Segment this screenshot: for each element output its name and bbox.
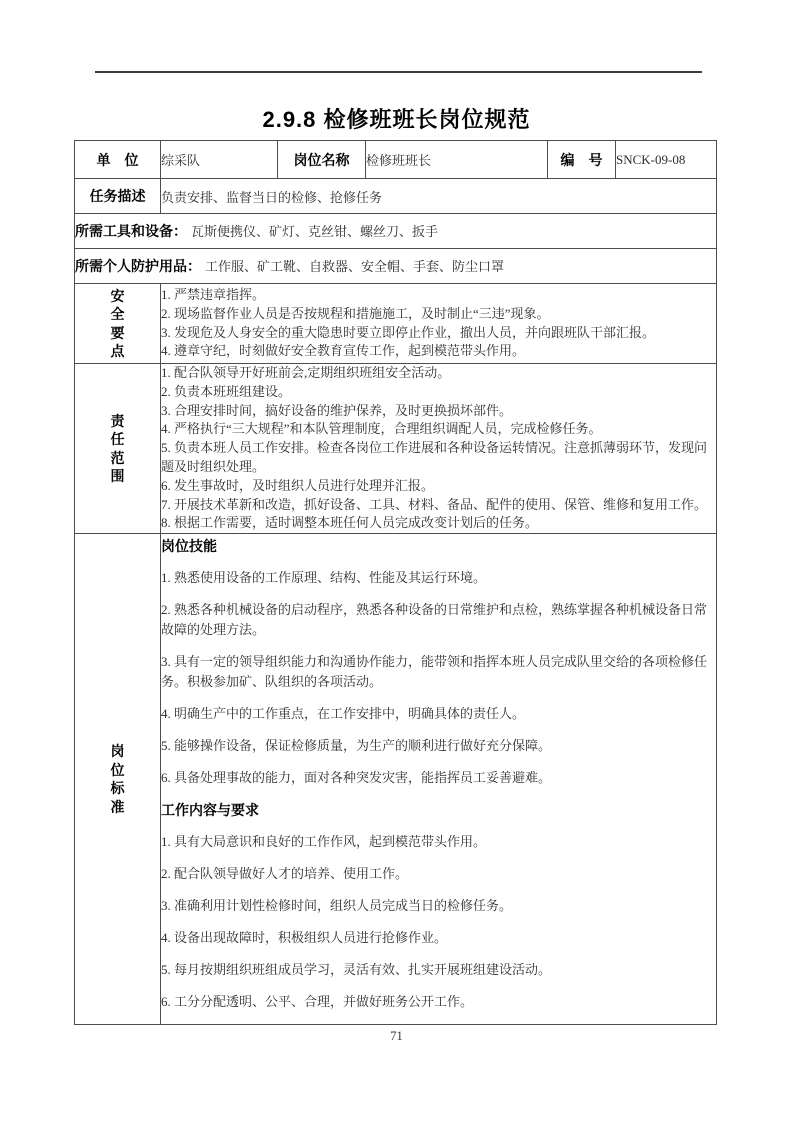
position-name-value: 检修班班长 xyxy=(366,141,548,179)
responsibility-item: 7. 开展技术革新和改造，抓好设备、工具、材料、备品、配件的使用、保管、维修和复用工作。 xyxy=(161,496,708,512)
tools-row xyxy=(75,214,717,249)
task-description-label: 任务描述 xyxy=(75,179,161,214)
task-description-value: 负责安排、监督当日的检修、抢修任务 xyxy=(161,179,717,214)
ppe-row xyxy=(75,249,717,284)
responsibility-list xyxy=(161,364,717,534)
ppe-value: 工作服、矿工靴、自救器、安全帽、手套、防尘口罩 xyxy=(205,259,505,274)
ppe-cell xyxy=(75,249,717,284)
job-spec-table xyxy=(74,140,717,1025)
tools-label: 所需工具和设备： xyxy=(75,223,187,239)
work-requirement-item: 4. 设备出现故障时，积极组织人员进行抢修作业。 xyxy=(161,930,448,946)
responsibility-item: 6. 发生事故时，及时组织人员进行处理并汇报。 xyxy=(161,477,435,493)
header-rule xyxy=(95,71,702,73)
responsibility-item: 8. 根据工作需要，适时调整本班任何人员完成改变计划后的任务。 xyxy=(161,515,539,531)
ppe-label: 所需个人防护用品： xyxy=(75,258,201,274)
tools-cell xyxy=(75,214,717,249)
standards-content-cell xyxy=(161,534,717,1025)
skill-item: 4. 明确生产中的工作重点，在工作安排中，明确具体的责任人。 xyxy=(161,706,526,722)
work-requirement-item: 6. 工分分配透明、公平、合理，并做好班务公开工作。 xyxy=(161,994,474,1010)
safety-points-label: 安全要点 xyxy=(110,287,125,359)
safety-points-row xyxy=(75,284,717,364)
work-requirement-item: 1. 具有大局意识和良好的工作作风，起到模范带头作用。 xyxy=(161,834,487,850)
position-name-label: 岗位名称 xyxy=(278,141,366,179)
header-info-row xyxy=(75,141,717,179)
responsibility-item: 1. 配合队领导开好班前会,定期组织班组安全活动。 xyxy=(161,365,451,380)
work-requirements-list xyxy=(161,832,716,1012)
standards-label-cell xyxy=(75,534,161,1025)
standards-row xyxy=(75,534,717,1025)
skill-item: 2. 熟悉各种机械设备的启动程序，熟悉各种设备的日常维护和点检，熟练掌握各种机械设备日常故障的处理方法。 xyxy=(161,602,708,638)
unit-label: 单 位 xyxy=(75,141,161,179)
safety-points-label-cell xyxy=(75,284,161,364)
work-requirement-item: 5. 每月按期组织班组成员学习，灵活有效、扎实开展班组建设活动。 xyxy=(161,962,552,978)
safety-points-list xyxy=(161,284,717,364)
task-description-row xyxy=(75,179,717,214)
safety-point-item: 4. 遵章守纪，时刻做好安全教育宣传工作，起到模范带头作用。 xyxy=(161,343,526,359)
skill-item: 5. 能够操作设备，保证检修质量，为生产的顺利进行做好充分保障。 xyxy=(161,738,552,754)
page-number: 71 xyxy=(390,1029,403,1043)
code-value: SNCK-09-08 xyxy=(616,141,717,179)
skill-item: 1. 熟悉使用设备的工作原理、结构、性能及其运行环境。 xyxy=(161,570,487,586)
work-requirement-item: 3. 准确利用计划性检修时间，组织人员完成当日的检修任务。 xyxy=(161,898,513,914)
tools-value: 瓦斯便携仪、矿灯、克丝钳、螺丝刀、扳手 xyxy=(191,224,439,239)
unit-value: 综采队 xyxy=(161,141,278,179)
responsibility-label-cell xyxy=(75,364,161,534)
standards-label: 岗位标准 xyxy=(110,743,125,815)
safety-point-item: 3. 发现危及人身安全的重大隐患时要立即停止作业，撤出人员，并向跟班队干部汇报。 xyxy=(161,324,656,340)
responsibility-item: 4. 严格执行“三大规程”和本队管理制度，合理组织调配人员，完成检修任务。 xyxy=(161,421,602,437)
responsibility-item: 3. 合理安排时间，搞好设备的维护保养，及时更换损坏部件。 xyxy=(161,402,513,418)
work-requirement-item: 2. 配合队领导做好人才的培养、使用工作。 xyxy=(161,866,409,882)
responsibility-item: 2. 负责本班班组建设。 xyxy=(161,383,292,399)
responsibility-row xyxy=(75,364,717,534)
skills-list xyxy=(161,568,716,788)
code-label: 编 号 xyxy=(548,141,616,179)
skill-item: 6. 具备处理事故的能力，面对各种突发灾害，能指挥员工妥善避难。 xyxy=(161,770,552,786)
skill-item: 3. 具有一定的领导组织能力和沟通协作能力，能带领和指挥本班人员完成队里交给的各项检修任务。积极参加矿、队组织的各项活动。 xyxy=(161,654,708,690)
responsibility-item: 5. 负责本班人员工作安排。检查各岗位工作进展和各种设备运转情况。注意抓薄弱环节，发现问题及时组织处理。 xyxy=(161,440,708,474)
responsibility-label: 责任范围 xyxy=(110,412,125,485)
page-title: 2.9.8 检修班班长岗位规范 xyxy=(262,107,531,132)
safety-point-item: 2. 现场监督作业人员是否按规程和措施施工，及时制止“三违”现象。 xyxy=(161,305,550,321)
safety-point-item: 1. 严禁违章指挥。 xyxy=(161,286,266,302)
skills-heading: 岗位技能 xyxy=(161,538,217,555)
work-requirements-heading: 工作内容与要求 xyxy=(161,802,259,819)
